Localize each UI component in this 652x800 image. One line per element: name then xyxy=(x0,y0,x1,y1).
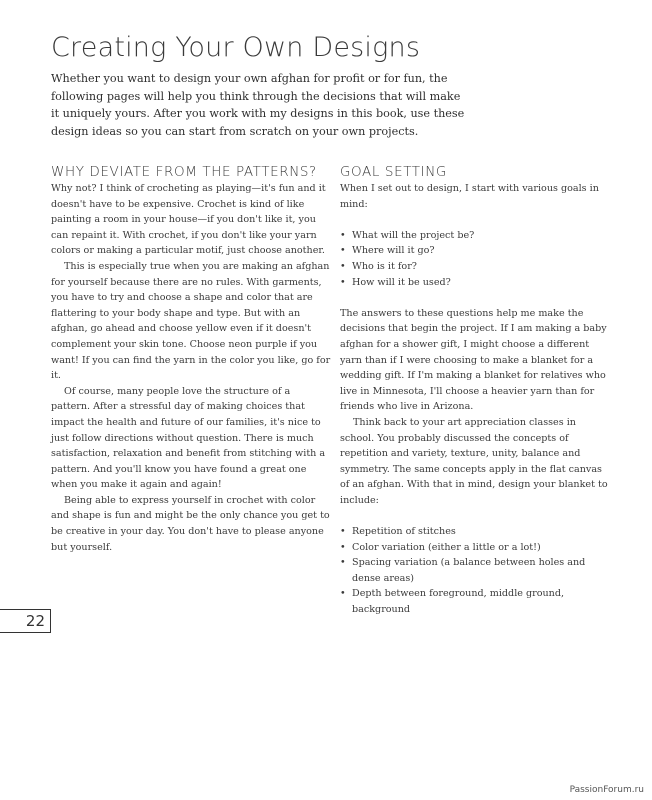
spacer xyxy=(340,508,610,524)
list-item: • Depth between foreground, middle ground, background xyxy=(340,586,610,617)
spacer xyxy=(340,290,610,306)
intro-text: Whether you want to design your own afghan for profit or for fun, the following pages will help you think through the decisions that will make it uniquely yours. After you work with my designs in this book, use these design ideas so you can start from scratch on your own projects. xyxy=(51,72,465,138)
include-list xyxy=(340,524,610,618)
list-item: • Color variation (either a little or a lot!) xyxy=(340,540,610,556)
list-item: • Who is it for? xyxy=(340,259,610,275)
section-heading-goal-setting: GOAL SETTING xyxy=(340,164,447,180)
left-paragraph-2: This is especially true when you are making an afghan for yourself because there are no rules. With garments, you have to try and choose a shape and color that are flattering to your body shape and type. But with an afghan, go ahead and choose yellow even if it doesn't complement your skin tone. Choose neon purple if you want! If you can find the yarn in the color you like, go for it. xyxy=(51,260,331,382)
spacer xyxy=(340,212,610,228)
goals-list xyxy=(340,228,610,290)
list-item: • Repetition of stitches xyxy=(340,524,610,540)
page-number: 22 xyxy=(25,612,45,630)
list-item: • What will the project be? xyxy=(340,228,610,244)
list-item: • How will it be used? xyxy=(340,275,610,291)
watermark: PassionForum.ru xyxy=(569,785,644,795)
list-item: • Spacing variation (a balance between holes and dense areas) xyxy=(340,555,610,586)
left-paragraph-4: Being able to express yourself in crochet with color and shape is fun and might be the only chance you get to be creative in your day. You don't have to please anyone but yourself. xyxy=(51,494,330,553)
right-paragraph-1: The answers to these questions help me make the decisions that begin the project. If I am making a baby afghan for a shower gift, I might choose a different yarn than if I were choosing to make a blanket for a wedding gift. If I'm making a blanket for relatives who live in Minnesota, I'll choose a heavier yarn than for friends who live in Arizona. xyxy=(340,307,607,413)
intro-paragraph xyxy=(51,70,471,140)
left-paragraph-1: Why not? I think of crocheting as playing—it's fun and it doesn't have to be expensive. Crochet is kind of like painting a room in your house—if you don't like it, you can repaint it. With crochet, if you don't like your yarn colors or making a particular motif, just choose another. xyxy=(51,183,326,257)
list-item: • Where will it go? xyxy=(340,243,610,259)
right-column xyxy=(340,165,610,618)
left-paragraph-3: Of course, many people love the structure of a pattern. After a stressful day of making choices that impact the health and future of our families, it's nice to just follow directions without question. There is much satisfaction, relaxation and benefit from stitching with a pattern. And you'll know you have found a great one when you make it again and again! xyxy=(51,385,326,491)
right-paragraph-2: Think back to your art appreciation classes in school. You probably discussed the concepts of repetition and variety, texture, unity, balance and symmetry. The same concepts apply in the flat canvas of an afghan. With that in mind, design your blanket to include: xyxy=(340,416,608,506)
left-column xyxy=(51,165,331,555)
goal-setting-intro: When I set out to design, I start with various goals in mind: xyxy=(340,183,599,210)
section-heading-why-deviate: WHY DEVIATE FROM THE PATTERNS? xyxy=(51,164,317,180)
page-number-box xyxy=(0,609,51,633)
page-title: Creating Your Own Designs xyxy=(51,32,421,63)
